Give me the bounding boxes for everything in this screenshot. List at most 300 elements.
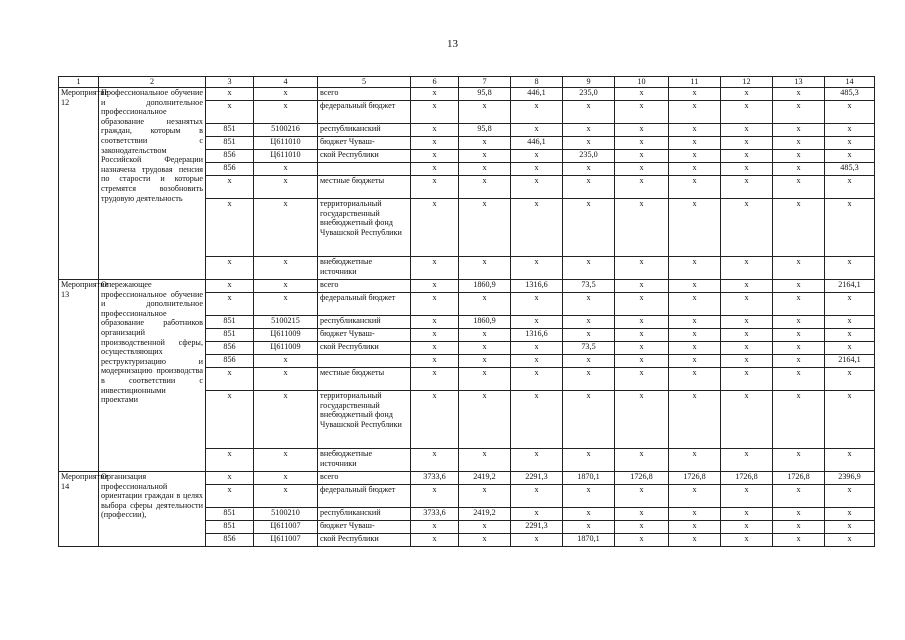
cell-value-col-13: x	[773, 391, 825, 449]
cell-value-col-7: x	[459, 342, 511, 355]
cell-value-col-14: x	[825, 449, 875, 472]
table-row	[59, 472, 875, 485]
cell-value-col-14: 485,3	[825, 88, 875, 101]
cell-funding-source: бюджет Чуваш-	[318, 521, 411, 534]
header-cell-13: 13	[773, 77, 825, 88]
cell-value-col-9: x	[563, 449, 615, 472]
header-cell-14: 14	[825, 77, 875, 88]
cell-value-col-13: x	[773, 293, 825, 316]
cell-funding-source: федеральный бюджет	[318, 101, 411, 124]
cell-value-col-10: x	[615, 534, 669, 547]
cell-grbs: 856	[206, 355, 254, 368]
cell-value-col-8: x	[511, 199, 563, 257]
cell-value-col-10: x	[615, 124, 669, 137]
cell-code: Ц611010	[254, 137, 318, 150]
cell-value-col-14: x	[825, 508, 875, 521]
cell-value-col-6: x	[411, 124, 459, 137]
cell-value-col-8: 446,1	[511, 88, 563, 101]
cell-code: x	[254, 88, 318, 101]
cell-value-col-6: x	[411, 199, 459, 257]
cell-value-col-12: x	[721, 485, 773, 508]
cell-value-col-11: x	[669, 316, 721, 329]
cell-value-col-7: x	[459, 101, 511, 124]
cell-value-col-11: x	[669, 150, 721, 163]
cell-code: x	[254, 101, 318, 124]
cell-funding-source: ской Республики	[318, 534, 411, 547]
cell-value-col-8: x	[511, 176, 563, 199]
cell-value-col-11: x	[669, 391, 721, 449]
header-cell-12: 12	[721, 77, 773, 88]
cell-value-col-6: 3733,6	[411, 472, 459, 485]
cell-value-col-9: x	[563, 329, 615, 342]
cell-value-col-7: x	[459, 137, 511, 150]
cell-grbs: x	[206, 176, 254, 199]
cell-value-col-12: x	[721, 508, 773, 521]
cell-value-col-13: x	[773, 342, 825, 355]
cell-grbs: x	[206, 257, 254, 280]
cell-value-col-12: x	[721, 280, 773, 293]
cell-value-col-13: x	[773, 280, 825, 293]
cell-value-col-11: x	[669, 257, 721, 280]
cell-value-col-6: x	[411, 293, 459, 316]
cell-value-col-11: x	[669, 449, 721, 472]
cell-funding-source: республиканский	[318, 124, 411, 137]
cell-value-col-11: x	[669, 293, 721, 316]
cell-value-col-9: x	[563, 485, 615, 508]
cell-value-col-11: x	[669, 280, 721, 293]
page-number: 13	[447, 38, 458, 50]
cell-value-col-7: 95,8	[459, 88, 511, 101]
cell-value-col-6: x	[411, 316, 459, 329]
cell-value-col-8: x	[511, 534, 563, 547]
cell-code: 5100216	[254, 124, 318, 137]
cell-funding-source: всего	[318, 280, 411, 293]
cell-code: x	[254, 257, 318, 280]
cell-value-col-9: x	[563, 316, 615, 329]
cell-value-col-13: x	[773, 355, 825, 368]
cell-value-col-10: x	[615, 316, 669, 329]
cell-funding-source: бюджет Чуваш-	[318, 137, 411, 150]
cell-value-col-14: 485,3	[825, 163, 875, 176]
cell-value-col-9: x	[563, 124, 615, 137]
cell-value-col-13: 1726,8	[773, 472, 825, 485]
cell-value-col-13: x	[773, 88, 825, 101]
cell-value-col-13: x	[773, 368, 825, 391]
cell-value-col-13: x	[773, 124, 825, 137]
cell-code: 5100215	[254, 316, 318, 329]
cell-value-col-9: 1870,1	[563, 472, 615, 485]
cell-value-col-10: x	[615, 163, 669, 176]
cell-value-col-10: x	[615, 342, 669, 355]
cell-value-col-6: x	[411, 329, 459, 342]
cell-value-col-7: 95,8	[459, 124, 511, 137]
cell-code: x	[254, 368, 318, 391]
cell-value-col-6: x	[411, 368, 459, 391]
cell-value-col-9: x	[563, 368, 615, 391]
cell-grbs: 856	[206, 163, 254, 176]
cell-value-col-10: x	[615, 137, 669, 150]
cell-funding-source: внебюджетные источники	[318, 257, 411, 280]
cell-grbs: x	[206, 391, 254, 449]
cell-value-col-11: x	[669, 521, 721, 534]
cell-funding-source: ской Республики	[318, 150, 411, 163]
cell-value-col-13: x	[773, 137, 825, 150]
measure-description: Профессиональное обучение и дополнительное профессиональное образование незанятых граждан, которым в соответствии с законодательством Российской Федерации назначена трудовая пенсия по старости и которые стремятся возобновить трудовую деятельность	[99, 88, 206, 280]
cell-value-col-14: x	[825, 124, 875, 137]
header-cell-9: 9	[563, 77, 615, 88]
cell-grbs: 856	[206, 342, 254, 355]
cell-value-col-6: x	[411, 521, 459, 534]
cell-value-col-10: x	[615, 199, 669, 257]
cell-value-col-8: x	[511, 257, 563, 280]
table-row	[59, 280, 875, 293]
cell-value-col-6: x	[411, 101, 459, 124]
cell-value-col-12: x	[721, 257, 773, 280]
cell-code: x	[254, 355, 318, 368]
cell-value-col-13: x	[773, 316, 825, 329]
cell-value-col-8: 1316,6	[511, 329, 563, 342]
cell-value-col-12: x	[721, 521, 773, 534]
cell-funding-source: федеральный бюджет	[318, 485, 411, 508]
cell-code: x	[254, 391, 318, 449]
cell-value-col-11: x	[669, 176, 721, 199]
cell-value-col-11: x	[669, 124, 721, 137]
cell-value-col-8: 2291,3	[511, 521, 563, 534]
cell-value-col-8: 446,1	[511, 137, 563, 150]
cell-value-col-9: x	[563, 521, 615, 534]
cell-value-col-9: 235,0	[563, 150, 615, 163]
cell-value-col-11: x	[669, 329, 721, 342]
cell-value-col-11: 1726,8	[669, 472, 721, 485]
cell-value-col-11: x	[669, 485, 721, 508]
measure-label: Мероприятие 14	[59, 472, 99, 547]
cell-value-col-8: x	[511, 355, 563, 368]
cell-code: x	[254, 163, 318, 176]
cell-value-col-14: x	[825, 199, 875, 257]
cell-grbs: 851	[206, 137, 254, 150]
cell-value-col-12: x	[721, 329, 773, 342]
cell-funding-source: всего	[318, 88, 411, 101]
header-cell-7: 7	[459, 77, 511, 88]
cell-value-col-10: x	[615, 88, 669, 101]
cell-value-col-14: x	[825, 521, 875, 534]
cell-value-col-13: x	[773, 329, 825, 342]
cell-value-col-11: x	[669, 355, 721, 368]
cell-value-col-11: x	[669, 137, 721, 150]
cell-value-col-8: x	[511, 293, 563, 316]
cell-funding-source: ской Республики	[318, 342, 411, 355]
cell-value-col-9: x	[563, 391, 615, 449]
cell-value-col-12: x	[721, 355, 773, 368]
cell-grbs: x	[206, 199, 254, 257]
cell-value-col-6: x	[411, 485, 459, 508]
header-cell-2: 2	[99, 77, 206, 88]
cell-grbs: x	[206, 485, 254, 508]
cell-value-col-10: x	[615, 280, 669, 293]
cell-value-col-14: x	[825, 329, 875, 342]
cell-funding-source: республиканский	[318, 316, 411, 329]
cell-grbs: x	[206, 368, 254, 391]
cell-value-col-14: x	[825, 137, 875, 150]
cell-value-col-9: x	[563, 293, 615, 316]
cell-value-col-10: x	[615, 508, 669, 521]
header-cell-5: 5	[318, 77, 411, 88]
cell-code: x	[254, 293, 318, 316]
cell-value-col-12: x	[721, 293, 773, 316]
cell-value-col-12: x	[721, 316, 773, 329]
cell-value-col-12: x	[721, 163, 773, 176]
cell-value-col-10: x	[615, 521, 669, 534]
cell-grbs: x	[206, 472, 254, 485]
cell-value-col-9: 73,5	[563, 342, 615, 355]
cell-value-col-13: x	[773, 257, 825, 280]
cell-code: x	[254, 472, 318, 485]
cell-value-col-8: x	[511, 150, 563, 163]
cell-value-col-9: x	[563, 101, 615, 124]
cell-value-col-14: x	[825, 176, 875, 199]
cell-value-col-7: 1860,9	[459, 280, 511, 293]
cell-value-col-7: x	[459, 534, 511, 547]
cell-funding-source: республиканский	[318, 508, 411, 521]
cell-grbs: x	[206, 449, 254, 472]
cell-funding-source: внебюджетные источники	[318, 449, 411, 472]
cell-value-col-8: 1316,6	[511, 280, 563, 293]
cell-value-col-7: x	[459, 293, 511, 316]
cell-value-col-6: x	[411, 355, 459, 368]
cell-grbs: 851	[206, 521, 254, 534]
cell-value-col-7: x	[459, 150, 511, 163]
cell-value-col-10: 1726,8	[615, 472, 669, 485]
cell-value-col-12: x	[721, 199, 773, 257]
cell-grbs: 856	[206, 534, 254, 547]
cell-code: Ц611009	[254, 342, 318, 355]
measure-label: Мероприятие 12	[59, 88, 99, 280]
cell-value-col-7: x	[459, 485, 511, 508]
cell-value-col-9: 1870,1	[563, 534, 615, 547]
cell-value-col-12: x	[721, 137, 773, 150]
cell-value-col-9: x	[563, 176, 615, 199]
cell-value-col-14: x	[825, 101, 875, 124]
header-row	[59, 77, 875, 88]
cell-value-col-12: x	[721, 176, 773, 199]
cell-value-col-13: x	[773, 508, 825, 521]
cell-grbs: x	[206, 101, 254, 124]
cell-value-col-9: x	[563, 137, 615, 150]
cell-value-col-11: x	[669, 88, 721, 101]
cell-code: x	[254, 280, 318, 293]
cell-value-col-14: 2164,1	[825, 355, 875, 368]
cell-funding-source: территориальный государственный внебюджетный фонд Чувашской Республики	[318, 199, 411, 257]
cell-grbs: 856	[206, 150, 254, 163]
header-cell-8: 8	[511, 77, 563, 88]
cell-value-col-14: x	[825, 150, 875, 163]
cell-value-col-8: x	[511, 163, 563, 176]
cell-funding-source: территориальный государственный внебюджетный фонд Чувашской Республики	[318, 391, 411, 449]
cell-value-col-12: x	[721, 534, 773, 547]
cell-value-col-9: x	[563, 257, 615, 280]
header-cell-4: 4	[254, 77, 318, 88]
cell-value-col-12: x	[721, 368, 773, 391]
cell-value-col-13: x	[773, 449, 825, 472]
cell-value-col-8: 2291,3	[511, 472, 563, 485]
cell-code: x	[254, 199, 318, 257]
cell-value-col-12: x	[721, 88, 773, 101]
cell-value-col-10: x	[615, 449, 669, 472]
cell-value-col-8: x	[511, 449, 563, 472]
cell-value-col-8: x	[511, 124, 563, 137]
cell-value-col-10: x	[615, 176, 669, 199]
cell-value-col-11: x	[669, 163, 721, 176]
cell-value-col-11: x	[669, 199, 721, 257]
cell-value-col-6: x	[411, 176, 459, 199]
cell-value-col-10: x	[615, 329, 669, 342]
header-cell-6: 6	[411, 77, 459, 88]
cell-value-col-14: x	[825, 391, 875, 449]
cell-value-col-9: 235,0	[563, 88, 615, 101]
cell-value-col-6: x	[411, 163, 459, 176]
cell-code: Ц611010	[254, 150, 318, 163]
cell-value-col-14: x	[825, 342, 875, 355]
cell-value-col-14: x	[825, 368, 875, 391]
cell-value-col-12: x	[721, 150, 773, 163]
cell-value-col-13: x	[773, 199, 825, 257]
cell-code: Ц611007	[254, 521, 318, 534]
header-cell-3: 3	[206, 77, 254, 88]
cell-value-col-6: x	[411, 449, 459, 472]
cell-value-col-11: x	[669, 534, 721, 547]
cell-value-col-11: x	[669, 508, 721, 521]
cell-value-col-6: x	[411, 342, 459, 355]
cell-value-col-9: 73,5	[563, 280, 615, 293]
cell-value-col-7: 1860,9	[459, 316, 511, 329]
cell-value-col-7: x	[459, 521, 511, 534]
cell-value-col-6: x	[411, 257, 459, 280]
cell-value-col-7: x	[459, 368, 511, 391]
cell-value-col-10: x	[615, 293, 669, 316]
cell-grbs: 851	[206, 316, 254, 329]
cell-value-col-13: x	[773, 101, 825, 124]
cell-value-col-12: x	[721, 449, 773, 472]
cell-value-col-11: x	[669, 342, 721, 355]
cell-value-col-13: x	[773, 485, 825, 508]
cell-value-col-7: x	[459, 199, 511, 257]
cell-code: x	[254, 176, 318, 199]
cell-funding-source: бюджет Чуваш-	[318, 329, 411, 342]
cell-value-col-13: x	[773, 521, 825, 534]
cell-value-col-12: x	[721, 101, 773, 124]
cell-value-col-10: x	[615, 368, 669, 391]
cell-value-col-12: x	[721, 342, 773, 355]
cell-value-col-7: 2419,2	[459, 508, 511, 521]
cell-grbs: x	[206, 280, 254, 293]
cell-grbs: x	[206, 88, 254, 101]
cell-funding-source: местные бюджеты	[318, 176, 411, 199]
cell-funding-source	[318, 163, 411, 176]
cell-value-col-14: x	[825, 534, 875, 547]
cell-value-col-8: x	[511, 368, 563, 391]
cell-value-col-7: x	[459, 449, 511, 472]
cell-funding-source: федеральный бюджет	[318, 293, 411, 316]
cell-value-col-7: x	[459, 176, 511, 199]
cell-value-col-6: x	[411, 88, 459, 101]
cell-value-col-12: x	[721, 124, 773, 137]
cell-grbs: 851	[206, 124, 254, 137]
header-cell-10: 10	[615, 77, 669, 88]
measure-description: Организация профессиональной ориентации граждан в целях выбора сферы деятельности (профессии),	[99, 472, 206, 547]
cell-value-col-13: x	[773, 534, 825, 547]
cell-grbs: 851	[206, 329, 254, 342]
budget-table	[58, 76, 875, 547]
cell-value-col-10: x	[615, 355, 669, 368]
header-cell-11: 11	[669, 77, 721, 88]
cell-value-col-9: x	[563, 163, 615, 176]
table-row	[59, 88, 875, 101]
cell-funding-source: всего	[318, 472, 411, 485]
cell-value-col-8: x	[511, 101, 563, 124]
cell-funding-source	[318, 355, 411, 368]
cell-value-col-10: x	[615, 485, 669, 508]
cell-value-col-6: x	[411, 391, 459, 449]
cell-value-col-12: x	[721, 391, 773, 449]
cell-value-col-7: x	[459, 257, 511, 280]
cell-value-col-6: x	[411, 280, 459, 293]
cell-value-col-14: x	[825, 257, 875, 280]
cell-code: x	[254, 485, 318, 508]
cell-value-col-6: 3733,6	[411, 508, 459, 521]
cell-value-col-13: x	[773, 163, 825, 176]
cell-value-col-14: x	[825, 485, 875, 508]
cell-value-col-10: x	[615, 257, 669, 280]
cell-value-col-10: x	[615, 150, 669, 163]
table-body	[59, 77, 875, 547]
cell-funding-source: местные бюджеты	[318, 368, 411, 391]
cell-value-col-9: x	[563, 355, 615, 368]
cell-code: x	[254, 449, 318, 472]
cell-value-col-9: x	[563, 508, 615, 521]
measure-label: Мероприятие 13	[59, 280, 99, 472]
cell-value-col-14: x	[825, 293, 875, 316]
cell-value-col-13: x	[773, 176, 825, 199]
cell-code: 5100210	[254, 508, 318, 521]
cell-value-col-14: x	[825, 316, 875, 329]
cell-grbs: 851	[206, 508, 254, 521]
cell-value-col-14: 2164,1	[825, 280, 875, 293]
cell-value-col-7: x	[459, 163, 511, 176]
cell-value-col-11: x	[669, 368, 721, 391]
cell-value-col-6: x	[411, 137, 459, 150]
cell-code: Ц611009	[254, 329, 318, 342]
cell-value-col-8: x	[511, 316, 563, 329]
cell-code: Ц611007	[254, 534, 318, 547]
cell-value-col-6: x	[411, 150, 459, 163]
cell-value-col-12: 1726,8	[721, 472, 773, 485]
cell-value-col-10: x	[615, 391, 669, 449]
header-cell-1: 1	[59, 77, 99, 88]
cell-value-col-7: x	[459, 329, 511, 342]
cell-value-col-11: x	[669, 101, 721, 124]
cell-value-col-8: x	[511, 342, 563, 355]
cell-grbs: x	[206, 293, 254, 316]
cell-value-col-7: 2419,2	[459, 472, 511, 485]
cell-value-col-6: x	[411, 534, 459, 547]
cell-value-col-9: x	[563, 199, 615, 257]
cell-value-col-8: x	[511, 508, 563, 521]
cell-value-col-8: x	[511, 485, 563, 508]
measure-description: Опережающее профессиональное обучение и дополнительное профессиональное образование работников организаций производственной сферы, осуществляющих реструктуризацию и модернизацию производства в соответствии с инвестиционными проектами	[99, 280, 206, 472]
cell-value-col-8: x	[511, 391, 563, 449]
cell-value-col-10: x	[615, 101, 669, 124]
cell-value-col-7: x	[459, 355, 511, 368]
